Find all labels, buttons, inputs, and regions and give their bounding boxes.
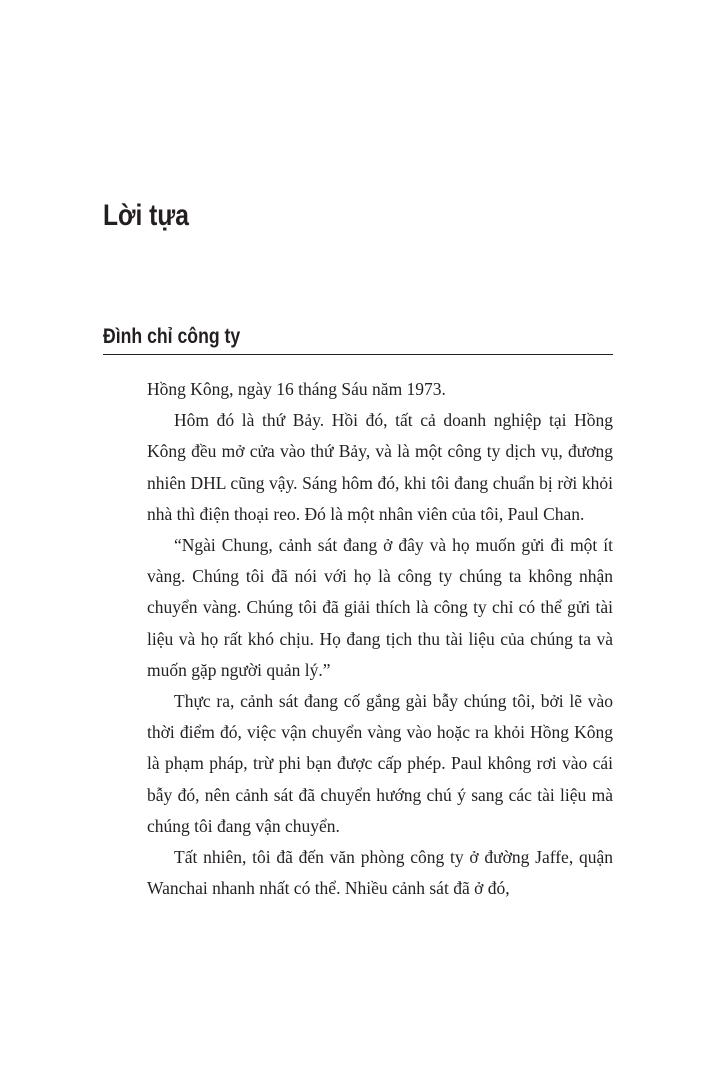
- paragraph: “Ngài Chung, cảnh sát đang ở đây và họ muốn gửi đi một ít vàng. Chúng tôi đã nói với họ là công ty chúng ta không nhận chuyển vàng. Chúng tôi đã giải thích là công ty chỉ có thể gửi tài liệu và họ rất khó chịu. Họ đang tịch thu tài liệu của chúng ta và muốn gặp người quản lý.”: [147, 535, 613, 680]
- section-divider: [103, 354, 613, 355]
- paragraph: Hôm đó là thứ Bảy. Hồi đó, tất cả doanh nghiệp tại Hồng Kông đều mở cửa vào thứ Bảy, và là một công ty dịch vụ, đương nhiên DHL cũng vậy. Sáng hôm đó, khi tôi đang chuẩn bị rời khỏi nhà thì điện thoại reo. Đó là một nhân viên của tôi, Paul Chan.: [147, 410, 613, 524]
- paragraph: Thực ra, cảnh sát đang cố gắng gài bẫy chúng tôi, bởi lẽ vào thời điểm đó, việc vận chuyển vàng vào hoặc ra khỏi Hồng Kông là phạm pháp, trừ phi bạn được cấp phép. Paul không rơi vào cái bẫy đó, nên cảnh sát đã chuyển hướng chú ý sang các tài liệu mà chúng tôi đang vận chuyển.: [147, 691, 613, 836]
- chapter-title: Lời tựa: [103, 199, 189, 232]
- section-title: Đình chỉ công ty: [103, 325, 241, 348]
- body-text: [147, 374, 613, 904]
- paragraph: Tất nhiên, tôi đã đến văn phòng công ty ở đường Jaffe, quận Wanchai nhanh nhất có thể. Nhiều cảnh sát đã ở đó,: [147, 847, 613, 899]
- paragraph: Hồng Kông, ngày 16 tháng Sáu năm 1973.: [147, 379, 446, 399]
